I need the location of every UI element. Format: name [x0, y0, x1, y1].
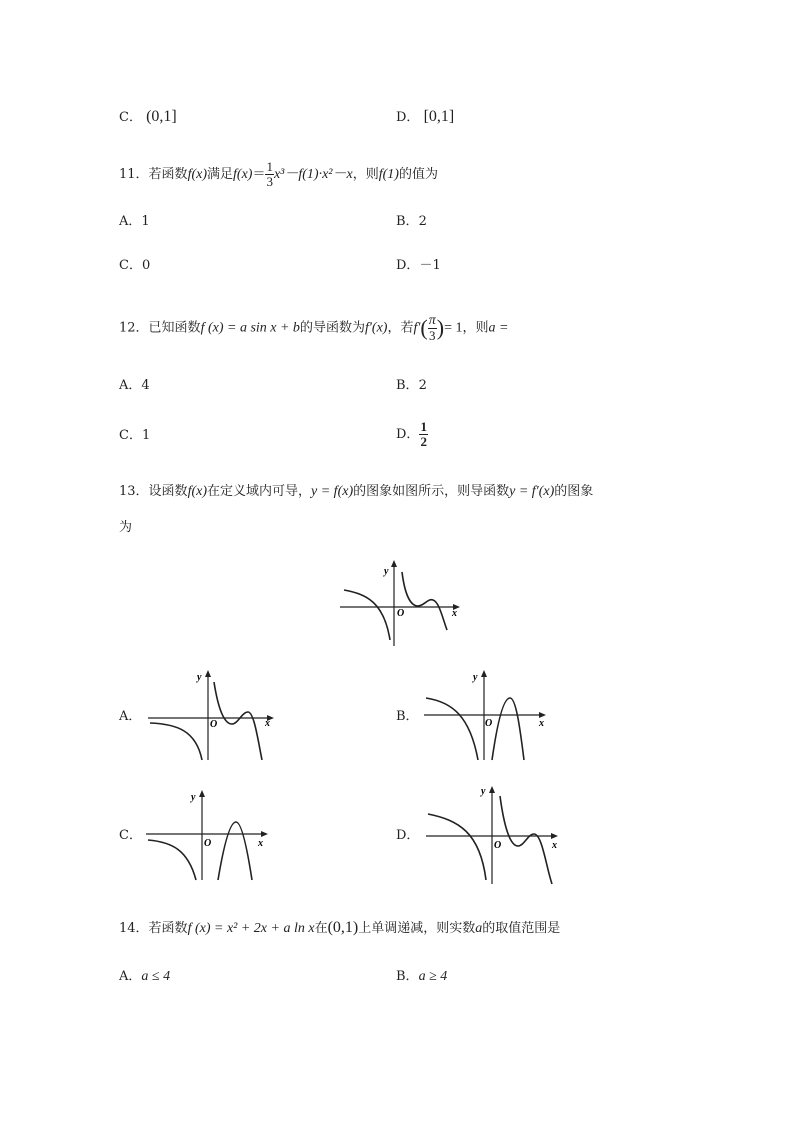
option-label: D． — [396, 258, 420, 273]
q10-option-c — [119, 107, 177, 128]
math-function: f (x) = x² + 2x + a ln x — [187, 921, 315, 936]
math-y-fx: y = f(x) — [311, 484, 354, 499]
q11-stem — [119, 160, 438, 189]
option-label: B． — [396, 378, 419, 393]
q13-option-a-label — [119, 707, 141, 727]
stem-text: 已知函数 — [148, 320, 201, 336]
q12-stem — [119, 308, 508, 349]
graph-c-svg — [144, 788, 274, 884]
origin-label: O — [204, 838, 212, 849]
graph-a-svg — [146, 668, 278, 764]
left-paren: ( — [420, 315, 428, 340]
numerator: π — [428, 312, 436, 328]
option-label: A． — [119, 969, 142, 984]
stem-text: ，则 — [462, 320, 489, 336]
q11-option-b — [396, 212, 427, 232]
math-expression: x³－f(1)·x²－x — [273, 167, 353, 182]
option-text: 4 — [141, 378, 150, 393]
y-arrow — [489, 786, 495, 793]
denominator: 2 — [420, 434, 427, 449]
origin-label: O — [397, 608, 405, 619]
stem-text: ，若 — [387, 320, 414, 336]
q13-stem-line2 — [119, 518, 132, 538]
right-paren: ) — [436, 315, 445, 340]
curve-right — [218, 822, 252, 880]
option-label: B． — [396, 709, 419, 724]
q12-option-a — [119, 376, 150, 396]
math-interval: (0,1) — [327, 919, 359, 936]
curve-left — [426, 698, 478, 760]
option-label: A． — [119, 709, 142, 724]
axis-x-label: x — [552, 840, 557, 851]
math-fx: f(x) — [233, 167, 253, 182]
option-text: a ≤ 4 — [141, 969, 171, 984]
axis-x-label: x — [452, 608, 457, 619]
denominator: 3 — [429, 327, 436, 343]
option-label: B． — [396, 214, 419, 229]
axis-y-label: y — [481, 786, 486, 797]
option-label: C． — [119, 828, 142, 843]
option-label: C． — [119, 110, 142, 125]
math-f1: f(1) — [378, 167, 399, 182]
question-number: 11． — [119, 167, 149, 182]
stem-text: 的导函数为 — [299, 320, 365, 336]
stem-text: 上单调递减，则实数 — [358, 921, 476, 936]
stem-text: 若函数 — [148, 167, 188, 182]
x-arrow — [551, 833, 558, 839]
option-label: A． — [119, 214, 142, 229]
y-arrow — [205, 670, 211, 677]
curve-right — [214, 682, 262, 760]
y-arrow — [199, 790, 205, 797]
option-text: (0,1] — [146, 108, 177, 125]
axis-y-label: y — [197, 672, 202, 683]
option-text: [0,1] — [423, 108, 455, 125]
numerator: 1 — [266, 159, 273, 174]
option-label: B． — [396, 969, 419, 984]
q13-option-c-label — [119, 826, 142, 846]
origin-label: O — [485, 718, 493, 729]
fraction-pi-over-3 — [428, 314, 437, 343]
option-label: D． — [396, 427, 420, 442]
graph-option-d — [424, 782, 564, 888]
curve-right — [500, 796, 552, 884]
denominator: 3 — [266, 174, 273, 189]
option-text: a ≥ 4 — [418, 969, 448, 984]
math-fprime: f′ — [413, 320, 421, 336]
curve-left — [148, 840, 196, 880]
y-arrow — [481, 670, 487, 677]
stem-text: 在 — [314, 921, 328, 936]
axis-y-label: y — [191, 792, 196, 803]
graph-b-svg — [422, 668, 552, 764]
option-label: C． — [119, 428, 142, 443]
stem-text: 的值为 — [398, 167, 438, 182]
x-arrow — [261, 831, 268, 837]
q10-option-d — [396, 107, 454, 128]
stem-text: 设函数 — [148, 484, 188, 499]
axis-y-label: y — [384, 566, 389, 577]
option-text: 1 — [141, 428, 151, 443]
graph-option-b — [422, 668, 552, 764]
stem-text: 的取值范围是 — [482, 921, 561, 936]
curve-right — [492, 698, 524, 760]
curve-left — [344, 590, 390, 640]
q13-option-d-label — [396, 826, 419, 846]
fraction-one-third — [265, 160, 274, 189]
graph-f — [336, 560, 466, 650]
option-label: C． — [119, 258, 142, 273]
stem-text: ＝ — [252, 167, 266, 182]
curve-left — [150, 723, 202, 760]
math-equals: = 1 — [444, 320, 463, 336]
q13-option-b-label — [396, 707, 419, 727]
q12-option-b — [396, 376, 427, 396]
stem-text: 满足 — [207, 167, 234, 182]
math-y-fprime: y = f′(x) — [509, 484, 555, 499]
q14-option-a — [119, 967, 170, 987]
math-function: f (x) = a sin x + b — [200, 320, 300, 336]
graph-option-a — [146, 668, 278, 764]
y-arrow — [391, 560, 397, 567]
math-fx: f(x) — [187, 167, 207, 182]
curve-left — [428, 814, 486, 880]
q11-option-c — [119, 256, 150, 276]
fraction-one-half — [419, 420, 428, 449]
axis-x-label: x — [265, 718, 270, 729]
stem-text: 的图象如图所示，则导函数 — [353, 484, 510, 499]
origin-label: O — [210, 719, 218, 730]
graph-f-svg — [336, 560, 466, 650]
option-text: 1 — [141, 214, 150, 229]
question-number: 14． — [119, 921, 149, 936]
stem-text: 若函数 — [148, 921, 188, 936]
axis-x-label: x — [258, 838, 263, 849]
option-label: D． — [396, 110, 420, 125]
q12-option-c — [119, 426, 150, 446]
math-fx: f(x) — [187, 484, 207, 499]
stem-text: 为 — [119, 520, 133, 535]
question-number: 12． — [119, 320, 149, 336]
numerator: 1 — [420, 419, 427, 434]
stem-text: 的图象 — [554, 484, 594, 499]
axis-x-label: x — [539, 718, 544, 729]
option-text: －1 — [419, 258, 441, 273]
graph-d-svg — [424, 782, 564, 888]
q13-stem — [119, 482, 593, 502]
stem-text: ，则 — [352, 167, 379, 182]
axis-y-label: y — [473, 672, 478, 683]
origin-label: O — [494, 840, 502, 851]
stem-text: 在定义域内可导， — [207, 484, 312, 499]
math-a: a — [475, 921, 483, 936]
question-number: 13． — [119, 484, 149, 499]
q11-option-d — [396, 256, 441, 276]
math-a: a = — [488, 320, 509, 336]
q14-option-b — [396, 967, 447, 987]
option-label: A． — [119, 378, 142, 393]
q14-stem — [119, 916, 560, 941]
math-derivative: f′(x) — [364, 320, 388, 336]
option-text: 2 — [418, 214, 427, 229]
curve-right — [402, 572, 447, 630]
option-text: 0 — [141, 258, 151, 273]
q11-option-a — [119, 212, 150, 232]
option-text: 2 — [418, 378, 427, 393]
q12-option-d — [396, 418, 428, 452]
graph-option-c — [144, 788, 274, 884]
option-label: D． — [396, 828, 420, 843]
